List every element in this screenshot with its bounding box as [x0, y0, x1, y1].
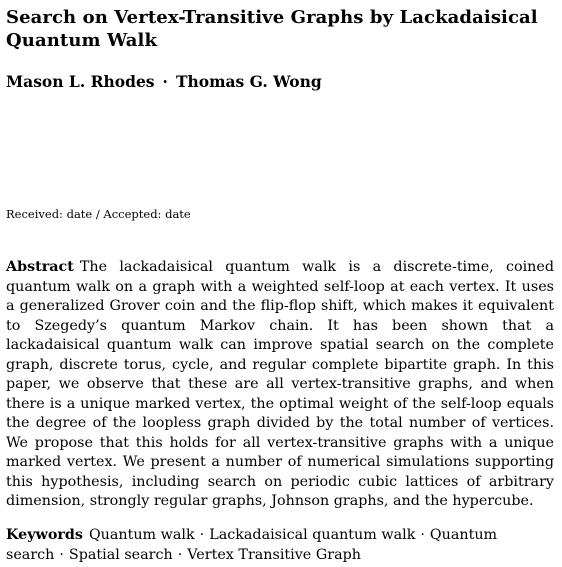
author-name: Mason L. Rhodes [6, 72, 155, 91]
author-separator: · [162, 72, 168, 91]
keyword-separator: · [177, 546, 183, 563]
received-accepted-line: Received: date / Accepted: date [6, 207, 191, 221]
keyword-separator: · [199, 527, 205, 543]
keyword-separator: · [59, 546, 64, 563]
author-list [6, 72, 554, 92]
paper-title: Search on Vertex-Transitive Graphs by Lackadaisical Quantum Walk [6, 7, 538, 51]
abstract-section [6, 258, 554, 512]
keyword: Vertex Transitive Graph [187, 546, 361, 563]
abstract-label: Abstract [6, 259, 74, 275]
keyword: Quantum search [6, 527, 498, 563]
keywords-section [6, 526, 554, 565]
keyword: Lackadaisical quantum walk [209, 527, 416, 543]
keyword: Spatial search [68, 546, 173, 563]
abstract-text: The lackadaisical quantum walk is a discrete-time, coined quantum walk on a graph with a weighted self-loop at each vertex. It uses a generalized Grover coin and the flip-flop shift, which makes it equivalent to Szegedy’s quantum Markov chain. It has been shown that a lackadaisical quantum walk can improve spatial search on the complete graph, discrete torus, cycle, and regular complete bipartite graph. In this paper, we observe that these are all vertex-transitive graphs, and when there is a unique marked vertex, the optimal weight of the self-loop equals the degree of the loopless graph divided by the total number of vertices. We propose that this holds for all vertex-transitive graphs with a unique marked vertex. We present a number of numerical simulations supporting this hypothesis, including search on periodic cubic lattices of arbitrary dimension, strongly regular graphs, Johnson graphs, and the hypercube. [6, 259, 554, 509]
author-name: Thomas G. Wong [175, 72, 322, 91]
keyword-separator: · [420, 527, 425, 543]
keyword: Quantum walk [88, 527, 195, 543]
keywords-label: Keywords [6, 527, 83, 543]
paper-page [6, 6, 554, 563]
